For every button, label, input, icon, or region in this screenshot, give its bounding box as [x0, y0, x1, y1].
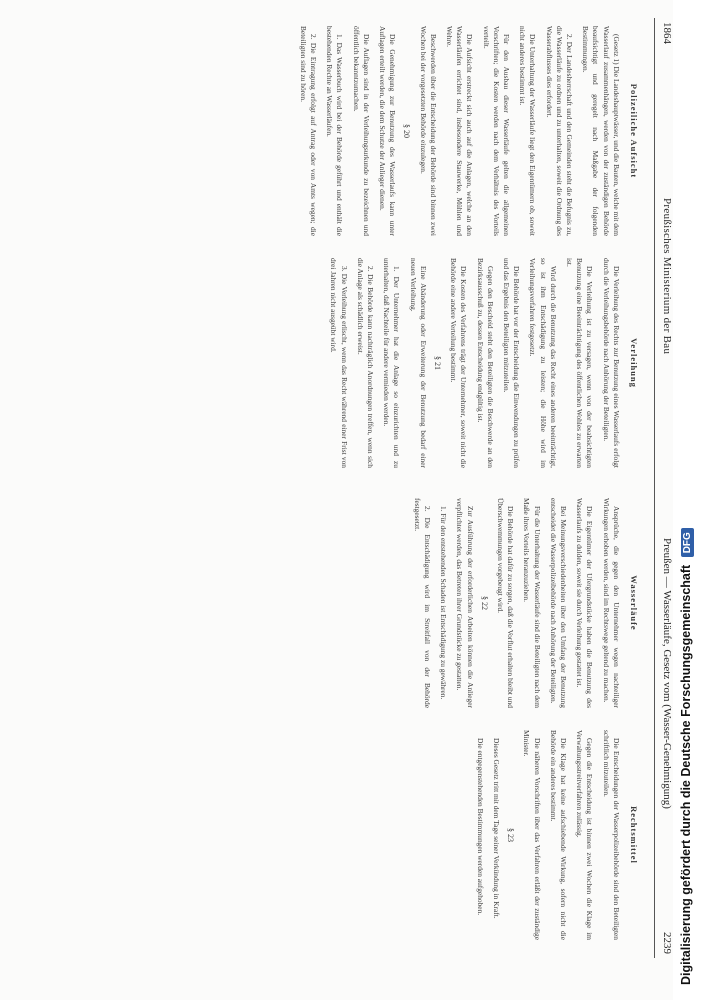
paragraph: Die Auflagen sind in der Verleihungsurkunde zu bezeichnen und öffentlich bekanntzumachen.	[351, 26, 371, 236]
text-column-4	[469, 730, 643, 940]
paragraph: (Gesetz 1) Die Landeshauptwässer, und die Bauten, welche mit dem Wasserlauf zusammenhängen, werden von der zuständigen Behörde beaufsichtigt und geregelt nach Maßgabe der folgenden Bestimmungen.	[581, 26, 621, 236]
paragraph: Die Verleihung ist zu versagen, wenn von der beabsichtigten Benutzung eine Beeinträchtigung des öffentlichen Wohles zu erwarten ist.	[564, 258, 595, 468]
funding-notice	[679, 5, 694, 985]
section-number: § 21	[432, 356, 442, 370]
paragraph: Eine Abänderung oder Erweiterung der Benutzung bedarf einer neuen Verleihung.	[408, 258, 428, 468]
paragraph: Die Entscheidungen der Wasserpolizeibehörde sind den Beteiligten schriftlich mitzuteilen.	[601, 730, 621, 940]
paragraph: 2. Die Entschädigung wird im Streitfall von der Behörde festgesetzt.	[412, 498, 432, 708]
page-number-right: 2239	[661, 932, 673, 954]
text-column-2	[322, 258, 643, 468]
paragraph: Die Behörde hat dafür zu sorgen, daß die Vorflut erhalten bleibt und Überschwemmungen vorgebeugt wird.	[495, 498, 516, 708]
section-number: § 23	[506, 828, 516, 842]
paragraph: Die näheren Vorschriften über das Verfahren erläßt der zuständige Minister.	[522, 730, 542, 940]
rotated-document	[37, 18, 677, 958]
paragraph: Die entgegenstehenden Bestimmungen werden aufgehoben.	[475, 738, 485, 916]
paragraph: Die Verleihung des Rechts zur Benutzung eines Wasserlaufs erfolgt durch die Verleihungsbehörde nach Anhörung der Beteiligten.	[601, 258, 621, 468]
column-heading: Wasserläufe	[629, 575, 639, 631]
text-column-3	[406, 498, 643, 708]
paragraph: 1. Für den entstehenden Schaden ist Entschädigung zu gewähren.	[439, 506, 449, 700]
paragraph: Die Kosten des Verfahrens trägt der Unternehmer, soweit nicht die Behörde eine andere Verteilung bestimmt.	[449, 258, 469, 468]
paragraph: Für den Ausbau dieser Wasserläufe gelten die allgemeinen Vorschriften; die Kosten werden nach dem Verhältnis des Vorteils verteilt.	[481, 26, 511, 236]
paragraph: Bei Meinungsverschiedenheiten über den Umfang der Benutzung entscheidet die Wasserpolizeibehörde nach Anhörung der Beteiligten.	[548, 498, 568, 708]
paragraph: Die Unterhaltung der Wasserläufe liegt den Eigentümern ob, soweit nicht anderes bestimmt ist.	[518, 26, 538, 236]
section-number: § 22	[479, 596, 489, 610]
funding-text: Digitalisierung gefördert durch die Deutsche Forschungsgemeinschaft	[679, 564, 693, 985]
section-number: § 20	[402, 124, 412, 138]
column-heading: Rechtsmittel	[629, 806, 639, 864]
paragraph: Die Klage hat keine aufschiebende Wirkung, sofern nicht die Behörde ein anderes bestimmt.	[548, 730, 568, 940]
paragraph: Zur Ausführung der erforderlichen Arbeiten können die Anlieger verpflichtet werden, das Betreten ihrer Grundstücke zu gestatten.	[455, 498, 475, 708]
paragraph: Die Eigentümer der Ufergrundstücke haben die Benutzung des Wasserlaufs zu dulden, soweit sie durch Verleihung gestattet ist.	[575, 498, 595, 708]
paragraph: Für die Unterhaltung der Wasserläufe sind die Beteiligten nach dem Maße ihres Vorteils heranzuziehen.	[522, 498, 542, 708]
digitization-sidebar	[673, 0, 707, 1000]
paragraph: Wird durch die Benutzung das Recht eines anderen beeinträchtigt, so ist ihm Entschädigung zu leisten; die Höhe wird im Verleihungsverfahren festgesetzt.	[528, 258, 558, 468]
paragraph: 1. Der Unternehmer hat die Anlage so einzurichten und zu unterhalten, daß Nachteile für andere vermieden werden.	[382, 258, 402, 468]
dfg-logo: DFG	[681, 528, 694, 557]
paragraph: Dieses Gesetz tritt mit dem Tage seiner Verkündung in Kraft.	[491, 738, 501, 919]
paragraph: Gegen die Entscheidung ist binnen zwei Wochen die Klage im Verwaltungsstreitverfahren zulässig.	[575, 730, 595, 940]
paragraph: 2. Der Landesherrschaft und den Gemeinden steht die Befugnis zu, die Wasserläufe zu ordnen und zu unterhalten, soweit die Ordnung des Wasserabflusses dies erfordert.	[544, 26, 574, 236]
column-heading: Polizeiliche Aufsicht	[629, 83, 639, 179]
header-title-left: Preußisches Ministerium der Bau	[661, 198, 673, 355]
page-number-left: 1864	[661, 22, 673, 44]
paragraph: 3. Die Verleihung erlischt, wenn das Recht während einer Frist von drei Jahren nicht ausgeübt wird.	[329, 258, 349, 468]
paragraph: 2. Die Behörde kann nachträglich Anordnungen treffen, wenn sich die Anlage als schädlich erweist.	[355, 258, 375, 468]
paragraph: Beschwerden über die Entscheidung der Behörde sind binnen zwei Wochen bei der vorgesetzten Behörde einzulegen.	[418, 26, 438, 236]
text-column-1	[292, 26, 643, 236]
header-title-right: Preußen — Wasserläufe, Gesetz vom (Wasser-Genehmigung)	[661, 538, 673, 809]
paragraph: Die Aufsicht erstreckt sich auch auf die Anlagen, welche an den Wasserläufen errichtet sind, insbesondere Stauwerke, Mühlen und Wehre.	[444, 26, 475, 236]
paragraph: Ansprüche, die gegen den Unternehmer wegen nachteiliger Wirkungen erhoben werden, sind im Rechtswege geltend zu machen.	[601, 498, 621, 708]
paragraph: 1. Das Wasserbuch wird bei der Behörde geführt und enthält die bestehenden Rechte an Wasserläufen.	[325, 26, 345, 236]
paragraph: Die Genehmigung zur Benutzung des Wasserlaufs kann unter Auflagen erteilt werden, die dem Schutze der Anlieger dienen.	[377, 26, 398, 236]
paragraph: 2. Die Eintragung erfolgt auf Antrag oder von Amts wegen; die Beteiligten sind zu hören.	[298, 26, 318, 236]
paragraph: Die Behörde hat vor der Entscheidung die Einwendungen zu prüfen und das Ergebnis den Beteiligten mitzuteilen.	[501, 258, 522, 468]
header-rule	[654, 18, 655, 958]
column-heading: Verleihung	[629, 338, 639, 388]
paragraph: Gegen den Bescheid steht den Beteiligten die Beschwerde an den Bezirksausschuß zu, dessen Entscheidung endgültig ist.	[475, 258, 495, 468]
